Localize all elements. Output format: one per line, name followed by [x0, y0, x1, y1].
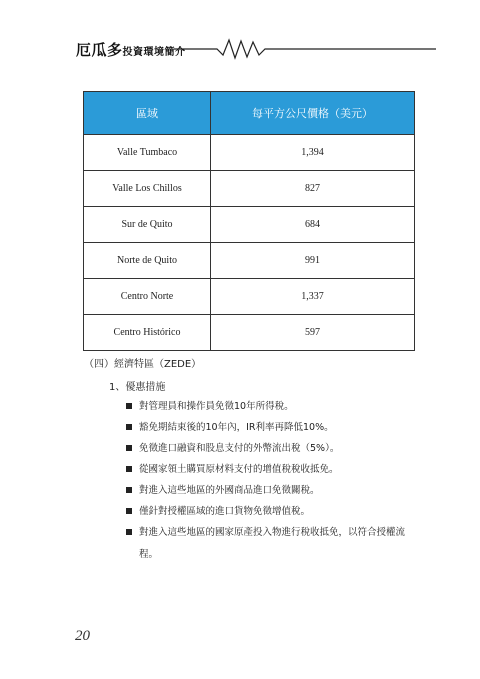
- area-cell: Centro Histórico: [84, 315, 211, 351]
- area-cell: Valle Los Chillos: [84, 171, 211, 207]
- price-cell: 684: [211, 207, 415, 243]
- section-title: （四）經濟特區（ZEDE）: [84, 359, 202, 370]
- table-row: [84, 135, 415, 171]
- price-cell: 991: [211, 243, 415, 279]
- table-row: [84, 243, 415, 279]
- area-cell: Sur de Quito: [84, 207, 211, 243]
- price-cell: 1,394: [211, 135, 415, 171]
- square-bullet-icon: [126, 487, 132, 493]
- square-bullet-icon: [126, 445, 132, 451]
- header-title-main: 厄瓜多: [76, 41, 123, 59]
- square-bullet-icon: [126, 508, 132, 514]
- area-cell: Valle Tumbaco: [84, 135, 211, 171]
- page-header: [74, 36, 434, 62]
- header-title-sub: 投資環境簡介: [122, 47, 186, 58]
- price-table: [83, 91, 415, 351]
- table-row: [84, 207, 415, 243]
- table-row: [84, 171, 415, 207]
- list-item: [126, 421, 426, 434]
- table-row: [84, 279, 415, 315]
- list-item-text: 豁免期結束後的10年內，IR利率再降低10%。: [139, 422, 334, 433]
- area-cell: Norte de Quito: [84, 243, 211, 279]
- list-item-text: 對管理員和操作員免徵10年所得稅。: [139, 401, 294, 412]
- list-item-continuation: 程。: [139, 549, 159, 560]
- header-area: 區域: [84, 92, 211, 135]
- header-title: [76, 39, 186, 60]
- list-item: [126, 442, 426, 455]
- heartbeat-line-icon: [174, 36, 436, 62]
- square-bullet-icon: [126, 466, 132, 472]
- page-number: 20: [75, 628, 90, 644]
- section-subtitle: 1、優惠措施: [109, 382, 166, 393]
- list-item-text: 僅針對授權區域的進口貨物免徵增值稅。: [139, 506, 311, 517]
- table-header-row: [84, 92, 415, 135]
- table-row: [84, 315, 415, 351]
- price-cell: 827: [211, 171, 415, 207]
- list-item-text: 對進入這些地區的外國商品進口免徵關稅。: [139, 485, 320, 496]
- list-item: [126, 400, 426, 413]
- list-item-text: 免徵進口融資和股息支付的外幣流出稅（5%）。: [139, 443, 340, 454]
- list-item-text: 對進入這些地區的國家原產投入物進行稅收抵免，以符合授權流: [139, 527, 406, 538]
- list-item: [126, 505, 426, 518]
- price-cell: 597: [211, 315, 415, 351]
- header-price: 每平方公尺價格（美元）: [211, 92, 415, 135]
- price-cell: 1,337: [211, 279, 415, 315]
- list-item: [126, 526, 426, 561]
- list-item-text: 從國家領土購買原材料支付的增值稅稅收抵免。: [139, 464, 339, 475]
- area-cell: Centro Norte: [84, 279, 211, 315]
- square-bullet-icon: [126, 403, 132, 409]
- list-item: [126, 463, 426, 476]
- list-item: [126, 484, 426, 497]
- square-bullet-icon: [126, 424, 132, 430]
- incentive-list: [126, 400, 426, 569]
- square-bullet-icon: [126, 529, 132, 535]
